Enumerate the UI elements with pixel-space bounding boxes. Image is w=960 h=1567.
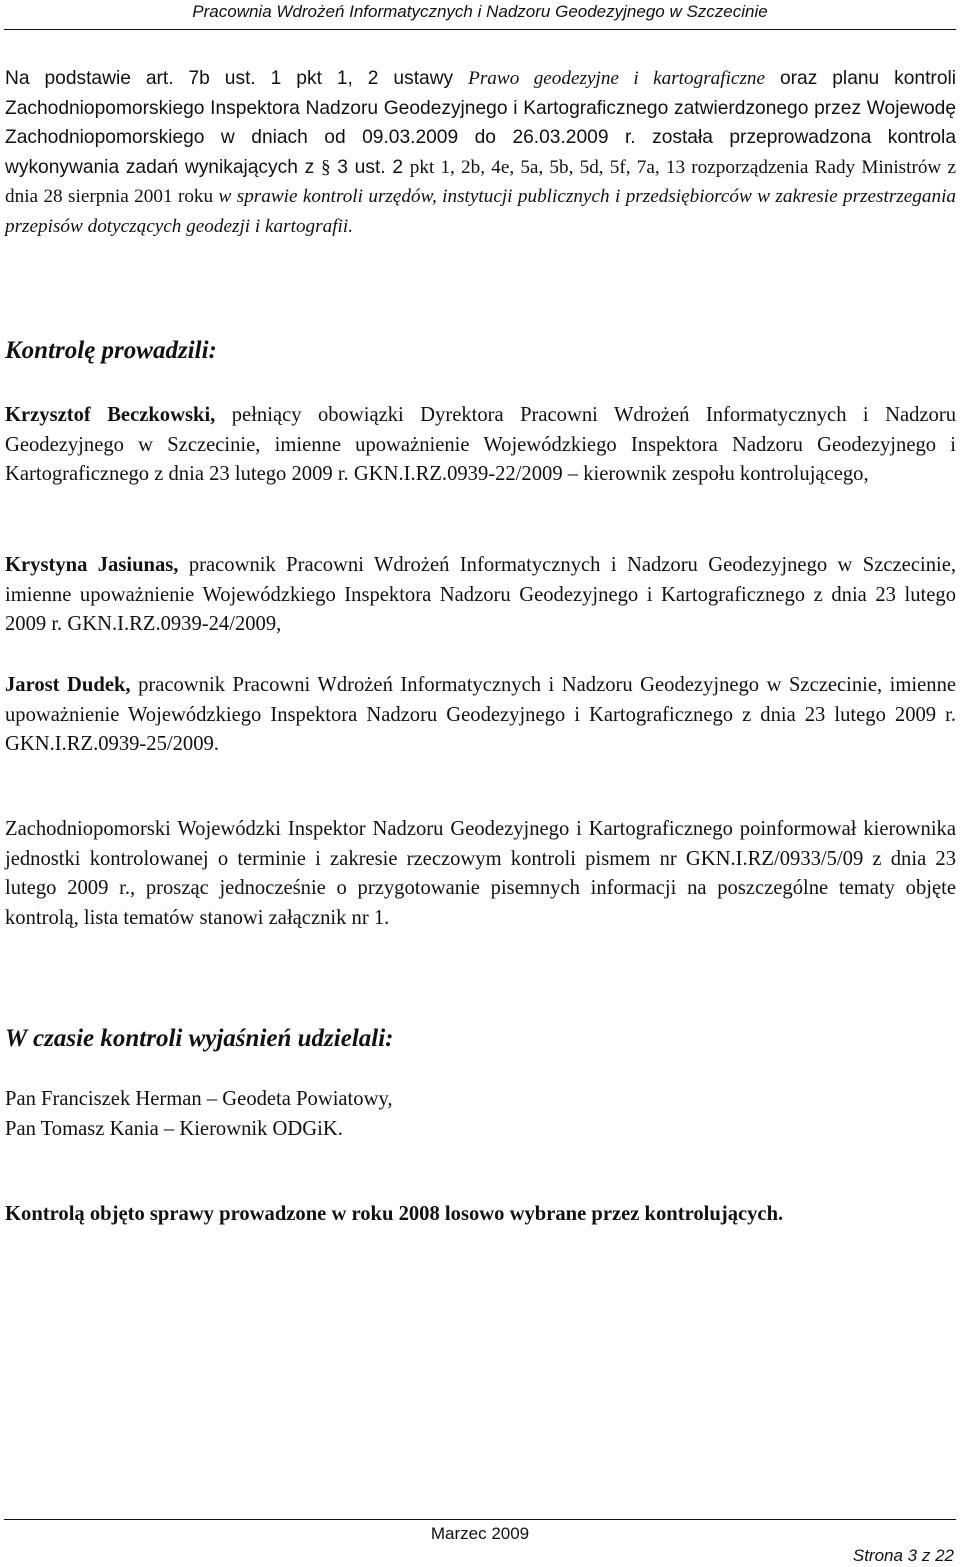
header-divider	[4, 29, 956, 30]
intro-text-3: 3 ust. 2	[330, 156, 404, 178]
footer-divider	[4, 1519, 956, 1520]
controller-entry	[5, 401, 956, 490]
controller-description: pracownik Pracowni Wdrożeń Informatycznych i Nadzoru Geodezyjnego w Szczecinie, imienne upoważnienie Wojewódzkiego Inspektora Nadzoru Geodezyjnego i Kartograficznego z dnia 23 lutego 2009 r. GKN.I.RZ.0939-25/2009.	[5, 674, 957, 755]
explanations-list	[5, 1085, 956, 1144]
controller-entry	[5, 551, 956, 640]
intro-text-4: pkt 1, 2b, 4e, 5a, 5b, 5d, 5f, 7a, 13 rozporządzenia Rady Ministrów z dnia 28 sierpnia 2001 roku	[5, 156, 956, 207]
controllers-heading: Kontrolę prowadzili:	[5, 337, 217, 364]
controller-name: Jarost Dudek,	[5, 674, 131, 696]
intro-text-1: Na podstawie art. 7b ust. 1 pkt 1, 2 ustawy	[5, 68, 469, 89]
regulation-title: w sprawie kontroli urzędów, instytucji publicznych i przedsiębiorców w zakresie przestrzegania przepisów dotyczących geodezji i kartografii.	[5, 186, 956, 237]
header-title: Pracownia Wdrożeń Informatycznych i Nadzoru Geodezyjnego w Szczecinie	[192, 2, 768, 21]
page-number: Strona 3 z 22	[852, 1546, 954, 1565]
controller-description: pełniący obowiązki Dyrektora Pracowni Wdrożeń Informatycznych i Nadzoru Geodezyjnego w Szczecinie, imienne upoważnienie Wojewódzkiego Inspektora Nadzoru Geodezyjnego i Kartograficznego z dnia 23 lutego 2009 r. GKN.I.RZ.0939-22/2009 – kierownik zespołu kontrolującego,	[5, 404, 956, 485]
intro-text-2: oraz planu kontroli Zachodniopomorskiego Inspektora Nadzoru Geodezyjnego i Kartograficznego zatwierdzonego przez Wojewodę Zachodniopomorskiego w dniach od 09.03.2009 do 26.03.2009 r. została przeprowadzona kontrola wykonywania zadań wynikających z	[5, 68, 957, 178]
law-title: Prawo geodezyjne i kartograficzne	[468, 68, 766, 89]
footer-date: Marzec 2009	[430, 1524, 530, 1543]
controller-entry	[5, 671, 956, 760]
notification-paragraph: Zachodniopomorski Wojewódzki Inspektor Nadzoru Geodezyjnego i Kartograficznego poinformował kierownika jednostki kontrolowanej o terminie i zakresie rzeczowym kontroli pismem nr GKN.I.RZ/0933/5/09 z dnia 23 lutego 2009 r., prosząc jednocześnie o przygotowanie pisemnych informacji na poszczególne tematy objęte kontrolą, lista tematów stanowi załącznik nr 1.	[5, 818, 956, 929]
controller-name: Krzysztof Beczkowski,	[5, 404, 216, 426]
section-sign: §	[320, 156, 331, 178]
list-item: Pan Tomasz Kania – Kierownik ODGiK.	[5, 1117, 343, 1140]
list-item: Pan Franciszek Herman – Geodeta Powiatowy,	[5, 1088, 393, 1110]
intro-paragraph	[5, 64, 956, 241]
explanations-heading: W czasie kontroli wyjaśnień udzielali:	[5, 1025, 394, 1052]
scope-note: Kontrolą objęto sprawy prowadzone w roku 2008 losowo wybrane przez kontrolujących.	[5, 1203, 784, 1225]
controller-description: pracownik Pracowni Wdrożeń Informatycznych i Nadzoru Geodezyjnego w Szczecinie, imienne upoważnienie Wojewódzkiego Inspektora Nadzoru Geodezyjnego i Kartograficznego z dnia 23 lutego 2009 r. GKN.I.RZ.0939-24/2009,	[5, 554, 956, 635]
controller-name: Krystyna Jasiunas,	[5, 554, 179, 576]
